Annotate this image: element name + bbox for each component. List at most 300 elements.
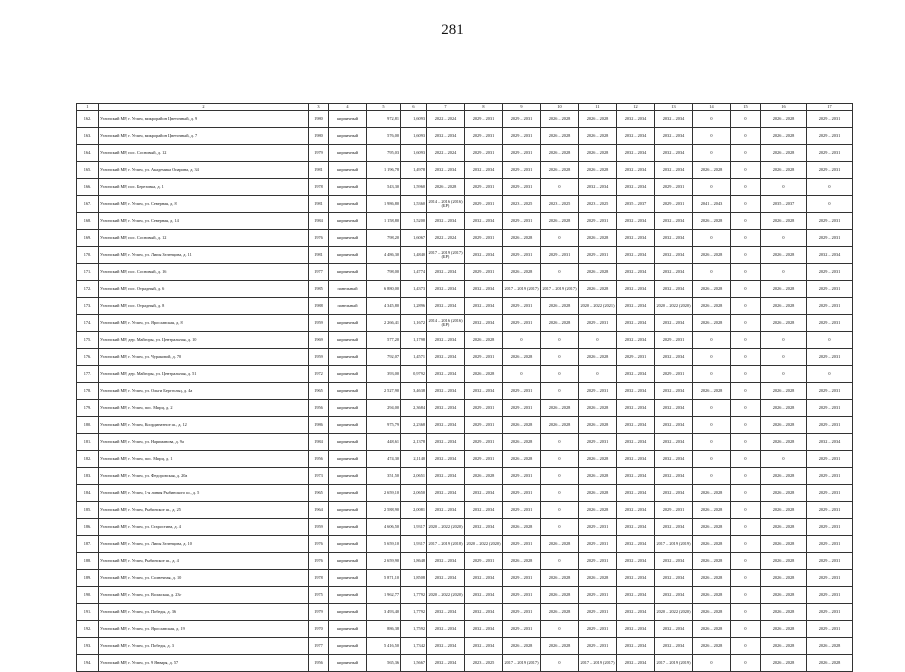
table-cell: 1,5667: [401, 655, 427, 672]
address-cell: Угличский МР, пос. Березовка, д. 1: [99, 179, 309, 196]
table-cell: 1970: [309, 621, 329, 638]
table-cell: 1,6067: [401, 230, 427, 247]
table-cell: 2032 – 2034: [655, 281, 693, 298]
table-cell: 0: [541, 655, 579, 672]
table-cell: 0: [693, 230, 731, 247]
table-cell: 1978: [309, 570, 329, 587]
table-cell: кирпичный: [329, 502, 367, 519]
table-cell: 0: [731, 400, 761, 417]
table-cell: 2,1140: [401, 451, 427, 468]
table-cell: 2029 – 2031: [465, 400, 503, 417]
table-cell: 2029 – 2031: [503, 162, 541, 179]
table-cell: 2026 – 2028: [503, 553, 541, 570]
table-cell: 2032 – 2034: [427, 281, 465, 298]
table-cell: 1956: [309, 400, 329, 417]
table-cell: 2026 – 2028: [761, 587, 807, 604]
table-cell: 194.: [77, 655, 99, 672]
table-cell: 2032 – 2034: [617, 417, 655, 434]
table-cell: 2032 – 2034: [655, 570, 693, 587]
table-cell: 186.: [77, 519, 99, 536]
table-cell: 0: [503, 332, 541, 349]
table-cell: 1980: [309, 128, 329, 145]
table-cell: кирпичный: [329, 366, 367, 383]
table-cell: 0: [541, 451, 579, 468]
table-cell: 2026 – 2028: [761, 655, 807, 672]
table-cell: 2029 – 2031: [807, 264, 853, 281]
housing-register-table: [76, 103, 853, 672]
table-cell: 2029 – 2031: [503, 128, 541, 145]
table-cell: 2026 – 2028: [761, 213, 807, 230]
table-cell: 2029 – 2031: [503, 502, 541, 519]
table-row: [77, 264, 853, 281]
table-cell: 2029 – 2031: [807, 230, 853, 247]
table-cell: 2032 – 2034: [617, 485, 655, 502]
table-cell: кирпичный: [329, 417, 367, 434]
table-cell: 2029 – 2031: [655, 196, 693, 213]
table-cell: 2029 – 2031: [503, 587, 541, 604]
table-cell: 2017 – 2019 (2019): [655, 536, 693, 553]
table-cell: 2029 – 2031: [807, 128, 853, 145]
table-cell: 2026 – 2028: [693, 162, 731, 179]
table-cell: 2032 – 2034: [617, 332, 655, 349]
table-cell: 2026 – 2028: [693, 298, 731, 315]
table-cell: 188.: [77, 553, 99, 570]
table-cell: 2017 – 2019 (2017)(БР): [427, 247, 465, 264]
table-cell: 2026 – 2028: [579, 264, 617, 281]
table-cell: 2029 – 2031: [579, 553, 617, 570]
table-cell: 1,7592: [401, 621, 427, 638]
table-cell: 2026 – 2028: [807, 638, 853, 655]
table-cell: 5 659,10: [367, 536, 401, 553]
table-cell: кирпичный: [329, 315, 367, 332]
table-cell: 189.: [77, 570, 99, 587]
table-cell: 0: [693, 264, 731, 281]
table-cell: 2023 – 2025: [503, 196, 541, 213]
table-cell: 2032 – 2034: [655, 145, 693, 162]
table-cell: 0: [693, 128, 731, 145]
table-cell: 185.: [77, 502, 99, 519]
table-cell: 0: [693, 655, 731, 672]
address-cell: Угличский МР, пос. Отрадный, д. 6: [99, 281, 309, 298]
table-cell: 5 871,10: [367, 570, 401, 587]
table-cell: 2032 – 2034: [655, 230, 693, 247]
table-cell: 0: [693, 434, 731, 451]
address-cell: Угличский МР, г. Углич, ул. Старостина, д. 4: [99, 519, 309, 536]
table-cell: 171.: [77, 264, 99, 281]
table-cell: 1,5360: [401, 196, 427, 213]
table-cell: 0: [731, 213, 761, 230]
table-cell: 2029 – 2031: [655, 366, 693, 383]
table-cell: 798,20: [367, 230, 401, 247]
table-cell: 1976: [309, 553, 329, 570]
table-row: [77, 553, 853, 570]
table-cell: 2029 – 2031: [807, 570, 853, 587]
table-cell: 2026 – 2028: [579, 111, 617, 128]
table-cell: 2032 – 2034: [655, 485, 693, 502]
table-row: [77, 349, 853, 366]
table-cell: 2026 – 2028: [807, 655, 853, 672]
table-cell: 2029 – 2031: [503, 383, 541, 400]
table-row: [77, 332, 853, 349]
table-cell: 2035 – 2037: [761, 196, 807, 213]
table-row: [77, 366, 853, 383]
table-cell: 2032 – 2034: [617, 383, 655, 400]
table-cell: кирпичный: [329, 587, 367, 604]
address-cell: Угличский МР, г. Углич, ул. Липы Зеленцова, д. 11: [99, 247, 309, 264]
table-cell: 4 345,80: [367, 298, 401, 315]
table-cell: 2029 – 2031: [579, 536, 617, 553]
table-cell: 2023 – 2025: [465, 655, 503, 672]
table-cell: 192.: [77, 621, 99, 638]
table-cell: 2032 – 2034: [655, 111, 693, 128]
table-cell: 2032 – 2034: [465, 383, 503, 400]
table-cell: 393,00: [367, 366, 401, 383]
table-cell: 2032 – 2034: [617, 315, 655, 332]
table-cell: 0: [731, 162, 761, 179]
table-cell: 2032 – 2034: [427, 638, 465, 655]
table-cell: 0: [693, 400, 731, 417]
table-cell: 1,4774: [401, 264, 427, 281]
address-cell: Угличский МР, г. Углич, микрорайон Цветочный, д. 7: [99, 128, 309, 145]
table-cell: 2020 – 2022 (2020): [427, 587, 465, 604]
table-cell: 2032 – 2034: [427, 349, 465, 366]
table-cell: 172.: [77, 281, 99, 298]
table-row: [77, 604, 853, 621]
table-cell: 1959: [309, 349, 329, 366]
table-cell: 2032 – 2034: [617, 247, 655, 264]
table-cell: 2026 – 2028: [693, 638, 731, 655]
table-cell: 2029 – 2031: [579, 315, 617, 332]
table-cell: 0: [693, 468, 731, 485]
table-cell: 2032 – 2034: [427, 128, 465, 145]
table-cell: 2032 – 2034: [427, 366, 465, 383]
table-cell: 1964: [309, 502, 329, 519]
table-cell: 0: [761, 349, 807, 366]
table-cell: 174.: [77, 315, 99, 332]
table-cell: 2029 – 2031: [465, 230, 503, 247]
table-cell: 1984: [309, 434, 329, 451]
address-cell: Угличский МР, г. Углич, ул. Солнечная, д. 10: [99, 570, 309, 587]
table-cell: панельный: [329, 281, 367, 298]
table-cell: 1978: [309, 179, 329, 196]
table-cell: 1984: [309, 213, 329, 230]
table-cell: 2032 – 2034: [617, 230, 655, 247]
table-cell: 2032 – 2034: [465, 298, 503, 315]
table-cell: 179.: [77, 400, 99, 417]
table-cell: 2032 – 2034: [465, 587, 503, 604]
address-cell: Угличский МР, г. Углич, ул. Ярославская, д. 19: [99, 621, 309, 638]
table-row: [77, 451, 853, 468]
table-cell: 2029 – 2031: [465, 128, 503, 145]
table-cell: 0: [731, 621, 761, 638]
column-index-4: 4: [329, 104, 367, 111]
table-cell: 2032 – 2034: [655, 264, 693, 281]
table-cell: 2026 – 2028: [503, 264, 541, 281]
table-cell: 1,9317: [401, 536, 427, 553]
table-cell: 0: [693, 111, 731, 128]
table-cell: 2017 – 2019 (2017): [503, 655, 541, 672]
table-cell: 2,3684: [401, 400, 427, 417]
table-cell: 2026 – 2028: [761, 400, 807, 417]
table-cell: 2032 – 2034: [655, 451, 693, 468]
table-cell: кирпичный: [329, 536, 367, 553]
table-cell: 4 606,50: [367, 519, 401, 536]
table-cell: 193.: [77, 638, 99, 655]
table-cell: 2032 – 2034: [427, 417, 465, 434]
table-cell: 2026 – 2028: [761, 502, 807, 519]
column-index-11: 11: [579, 104, 617, 111]
table-row: [77, 502, 853, 519]
table-cell: 1,5960: [401, 179, 427, 196]
table-cell: кирпичный: [329, 264, 367, 281]
table-cell: кирпичный: [329, 111, 367, 128]
table-cell: 2032 – 2034: [807, 434, 853, 451]
table-cell: 2032 – 2034: [427, 162, 465, 179]
table-cell: 0: [693, 145, 731, 162]
table-cell: 2026 – 2028: [579, 451, 617, 468]
table-cell: 448,61: [367, 434, 401, 451]
table-cell: 2026 – 2028: [761, 162, 807, 179]
table-cell: кирпичный: [329, 332, 367, 349]
table-cell: 0: [731, 638, 761, 655]
address-cell: Угличский МР, г. Углич, ул. Северная, д. 8: [99, 196, 309, 213]
table-cell: 2029 – 2031: [465, 179, 503, 196]
table-cell: 2029 – 2031: [579, 519, 617, 536]
table-cell: 2032 – 2034: [617, 264, 655, 281]
table-row: [77, 434, 853, 451]
table-cell: 1959: [309, 315, 329, 332]
table-cell: 2032 – 2034: [427, 298, 465, 315]
table-cell: 0,9792: [401, 366, 427, 383]
address-cell: Угличский МР, г. Углич, ул. Чураковой, д. 70: [99, 349, 309, 366]
table-cell: 2026 – 2028: [761, 604, 807, 621]
table-cell: 2029 – 2031: [579, 604, 617, 621]
table-cell: 2032 – 2034: [617, 162, 655, 179]
table-cell: 0: [541, 366, 579, 383]
table-cell: 2026 – 2028: [761, 417, 807, 434]
table-cell: 0: [807, 366, 853, 383]
table-cell: 2026 – 2028: [693, 536, 731, 553]
address-cell: Угличский МР, г. Углич, ул. 9 Января, д. 57: [99, 655, 309, 672]
table-cell: 2032 – 2034: [655, 383, 693, 400]
table-cell: 2029 – 2031: [807, 400, 853, 417]
table-cell: кирпичный: [329, 468, 367, 485]
column-index-6: 6: [401, 104, 427, 111]
table-cell: 1,4978: [401, 162, 427, 179]
table-cell: 2029 – 2031: [465, 451, 503, 468]
table-cell: 0: [503, 366, 541, 383]
table-cell: 2026 – 2028: [579, 400, 617, 417]
table-cell: 176.: [77, 349, 99, 366]
table-cell: 2032 – 2034: [617, 298, 655, 315]
table-cell: 1,7792: [401, 587, 427, 604]
table-cell: 2032 – 2034: [655, 349, 693, 366]
table-cell: 474,30: [367, 451, 401, 468]
table-cell: 0: [693, 366, 731, 383]
table-row: [77, 128, 853, 145]
table-cell: 2026 – 2028: [761, 621, 807, 638]
table-cell: 0: [731, 451, 761, 468]
table-cell: 2032 – 2034: [427, 502, 465, 519]
table-cell: кирпичный: [329, 655, 367, 672]
table-cell: 2032 – 2034: [617, 536, 655, 553]
table-cell: 2029 – 2031: [503, 468, 541, 485]
table-cell: 0: [541, 485, 579, 502]
table-cell: 1981: [309, 247, 329, 264]
table-cell: 0: [761, 332, 807, 349]
column-index-1: 1: [77, 104, 99, 111]
table-cell: 2029 – 2031: [807, 451, 853, 468]
page-number: 281: [441, 22, 464, 38]
table-cell: 1,7342: [401, 638, 427, 655]
column-index-14: 14: [693, 104, 731, 111]
table-cell: 0: [541, 349, 579, 366]
table-cell: 190.: [77, 587, 99, 604]
table-cell: 0: [541, 230, 579, 247]
table-cell: 2029 – 2031: [579, 213, 617, 230]
address-cell: Угличский МР, г. Углич, ул. Победы, д. 3: [99, 638, 309, 655]
table-cell: 167.: [77, 196, 99, 213]
table-cell: 2026 – 2028: [579, 128, 617, 145]
table-cell: 3 493,40: [367, 604, 401, 621]
table-cell: 2029 – 2031: [465, 553, 503, 570]
table-row: [77, 196, 853, 213]
table-cell: 1981: [309, 196, 329, 213]
table-cell: 2032 – 2034: [427, 485, 465, 502]
table-cell: 0: [731, 349, 761, 366]
table-cell: 168.: [77, 213, 99, 230]
table-cell: 0: [731, 655, 761, 672]
table-cell: 2026 – 2028: [541, 128, 579, 145]
table-cell: 1979: [309, 145, 329, 162]
table-cell: 0: [731, 298, 761, 315]
table-cell: 2029 – 2031: [807, 162, 853, 179]
table-cell: 1979: [309, 604, 329, 621]
table-cell: 2029 – 2031: [655, 179, 693, 196]
table-cell: 2032 – 2034: [655, 434, 693, 451]
column-index-17: 17: [807, 104, 853, 111]
table-row: [77, 519, 853, 536]
column-index-2: 2: [99, 104, 309, 111]
table-cell: 2032 – 2034: [465, 604, 503, 621]
table-cell: 2032 – 2034: [655, 247, 693, 264]
table-cell: 1976: [309, 536, 329, 553]
table-cell: 2026 – 2028: [693, 485, 731, 502]
table-cell: 180.: [77, 417, 99, 434]
column-index-13: 13: [655, 104, 693, 111]
table-cell: 2029 – 2031: [807, 536, 853, 553]
column-index-10: 10: [541, 104, 579, 111]
table-cell: 2032 – 2034: [655, 587, 693, 604]
table-cell: 2026 – 2028: [503, 519, 541, 536]
table-cell: 2026 – 2028: [579, 281, 617, 298]
table-cell: 2032 – 2034: [655, 400, 693, 417]
table-cell: 2029 – 2031: [579, 434, 617, 451]
table-cell: 166.: [77, 179, 99, 196]
table-row: [77, 570, 853, 587]
table-cell: 0: [731, 434, 761, 451]
table-cell: 2026 – 2028: [503, 451, 541, 468]
table-cell: 1977: [309, 264, 329, 281]
table-cell: 577,20: [367, 332, 401, 349]
table-row: [77, 621, 853, 638]
table-cell: 2029 – 2031: [465, 349, 503, 366]
table-cell: 2029 – 2031: [579, 621, 617, 638]
table-cell: 2026 – 2028: [693, 519, 731, 536]
table-body: [77, 111, 853, 672]
table-cell: 2014 – 2016 (2016)(БР): [427, 196, 465, 213]
table-cell: 2026 – 2028: [465, 468, 503, 485]
table-cell: 0: [731, 230, 761, 247]
table-cell: 2026 – 2028: [761, 315, 807, 332]
table-cell: 2026 – 2028: [579, 230, 617, 247]
table-cell: 2029 – 2031: [503, 536, 541, 553]
table-cell: 886,38: [367, 621, 401, 638]
table-cell: кирпичный: [329, 570, 367, 587]
table-cell: 0: [693, 417, 731, 434]
table-cell: 2032 – 2034: [617, 604, 655, 621]
table-cell: 2032 – 2034: [617, 213, 655, 230]
table-cell: 2029 – 2031: [541, 247, 579, 264]
table-cell: 1956: [309, 655, 329, 672]
table-cell: 2029 – 2031: [807, 281, 853, 298]
table-cell: 2032 – 2034: [465, 638, 503, 655]
table-cell: 2032 – 2034: [617, 553, 655, 570]
table-cell: 2026 – 2028: [503, 349, 541, 366]
table-cell: 2026 – 2028: [541, 536, 579, 553]
table-cell: 1 158,80: [367, 213, 401, 230]
table-cell: 2032 – 2034: [617, 179, 655, 196]
table-cell: 2032 – 2034: [617, 451, 655, 468]
address-cell: Угличский МР, г. Углич, пос. Мирц, д. 1: [99, 451, 309, 468]
table-cell: 0: [807, 332, 853, 349]
table-cell: 0: [731, 604, 761, 621]
table-cell: 0: [541, 553, 579, 570]
table-cell: 1985: [309, 281, 329, 298]
table-cell: 2026 – 2028: [503, 638, 541, 655]
table-cell: 0: [807, 179, 853, 196]
table-cell: кирпичный: [329, 179, 367, 196]
table-cell: 975,79: [367, 417, 401, 434]
table-cell: 2017 – 2019 (2018): [427, 536, 465, 553]
table-cell: кирпичный: [329, 434, 367, 451]
table-cell: 2032 – 2034: [427, 213, 465, 230]
table-cell: панельный: [329, 298, 367, 315]
table-cell: 2026 – 2028: [693, 383, 731, 400]
table-cell: 6 880,00: [367, 281, 401, 298]
table-header-row: [77, 104, 853, 111]
table-row: [77, 179, 853, 196]
table-cell: 2032 – 2034: [427, 553, 465, 570]
table-cell: 1975: [309, 587, 329, 604]
table-cell: 0: [579, 366, 617, 383]
table-cell: 2026 – 2028: [761, 638, 807, 655]
table-cell: 2 527,90: [367, 383, 401, 400]
table-cell: 2029 – 2031: [807, 502, 853, 519]
table-cell: 2029 – 2031: [579, 638, 617, 655]
table-row: [77, 281, 853, 298]
address-cell: Угличский МР, г. Углич, ул. Федоровская, д. 20а: [99, 468, 309, 485]
table-cell: 2026 – 2028: [761, 383, 807, 400]
table-cell: 2029 – 2031: [503, 213, 541, 230]
table-cell: 0: [541, 264, 579, 281]
table-cell: 169.: [77, 230, 99, 247]
table-cell: 2032 – 2034: [465, 281, 503, 298]
table-cell: 2032 – 2034: [617, 145, 655, 162]
table-cell: 2029 – 2031: [503, 247, 541, 264]
table-cell: 2029 – 2031: [579, 383, 617, 400]
table-cell: 2035 – 2037: [617, 196, 655, 213]
